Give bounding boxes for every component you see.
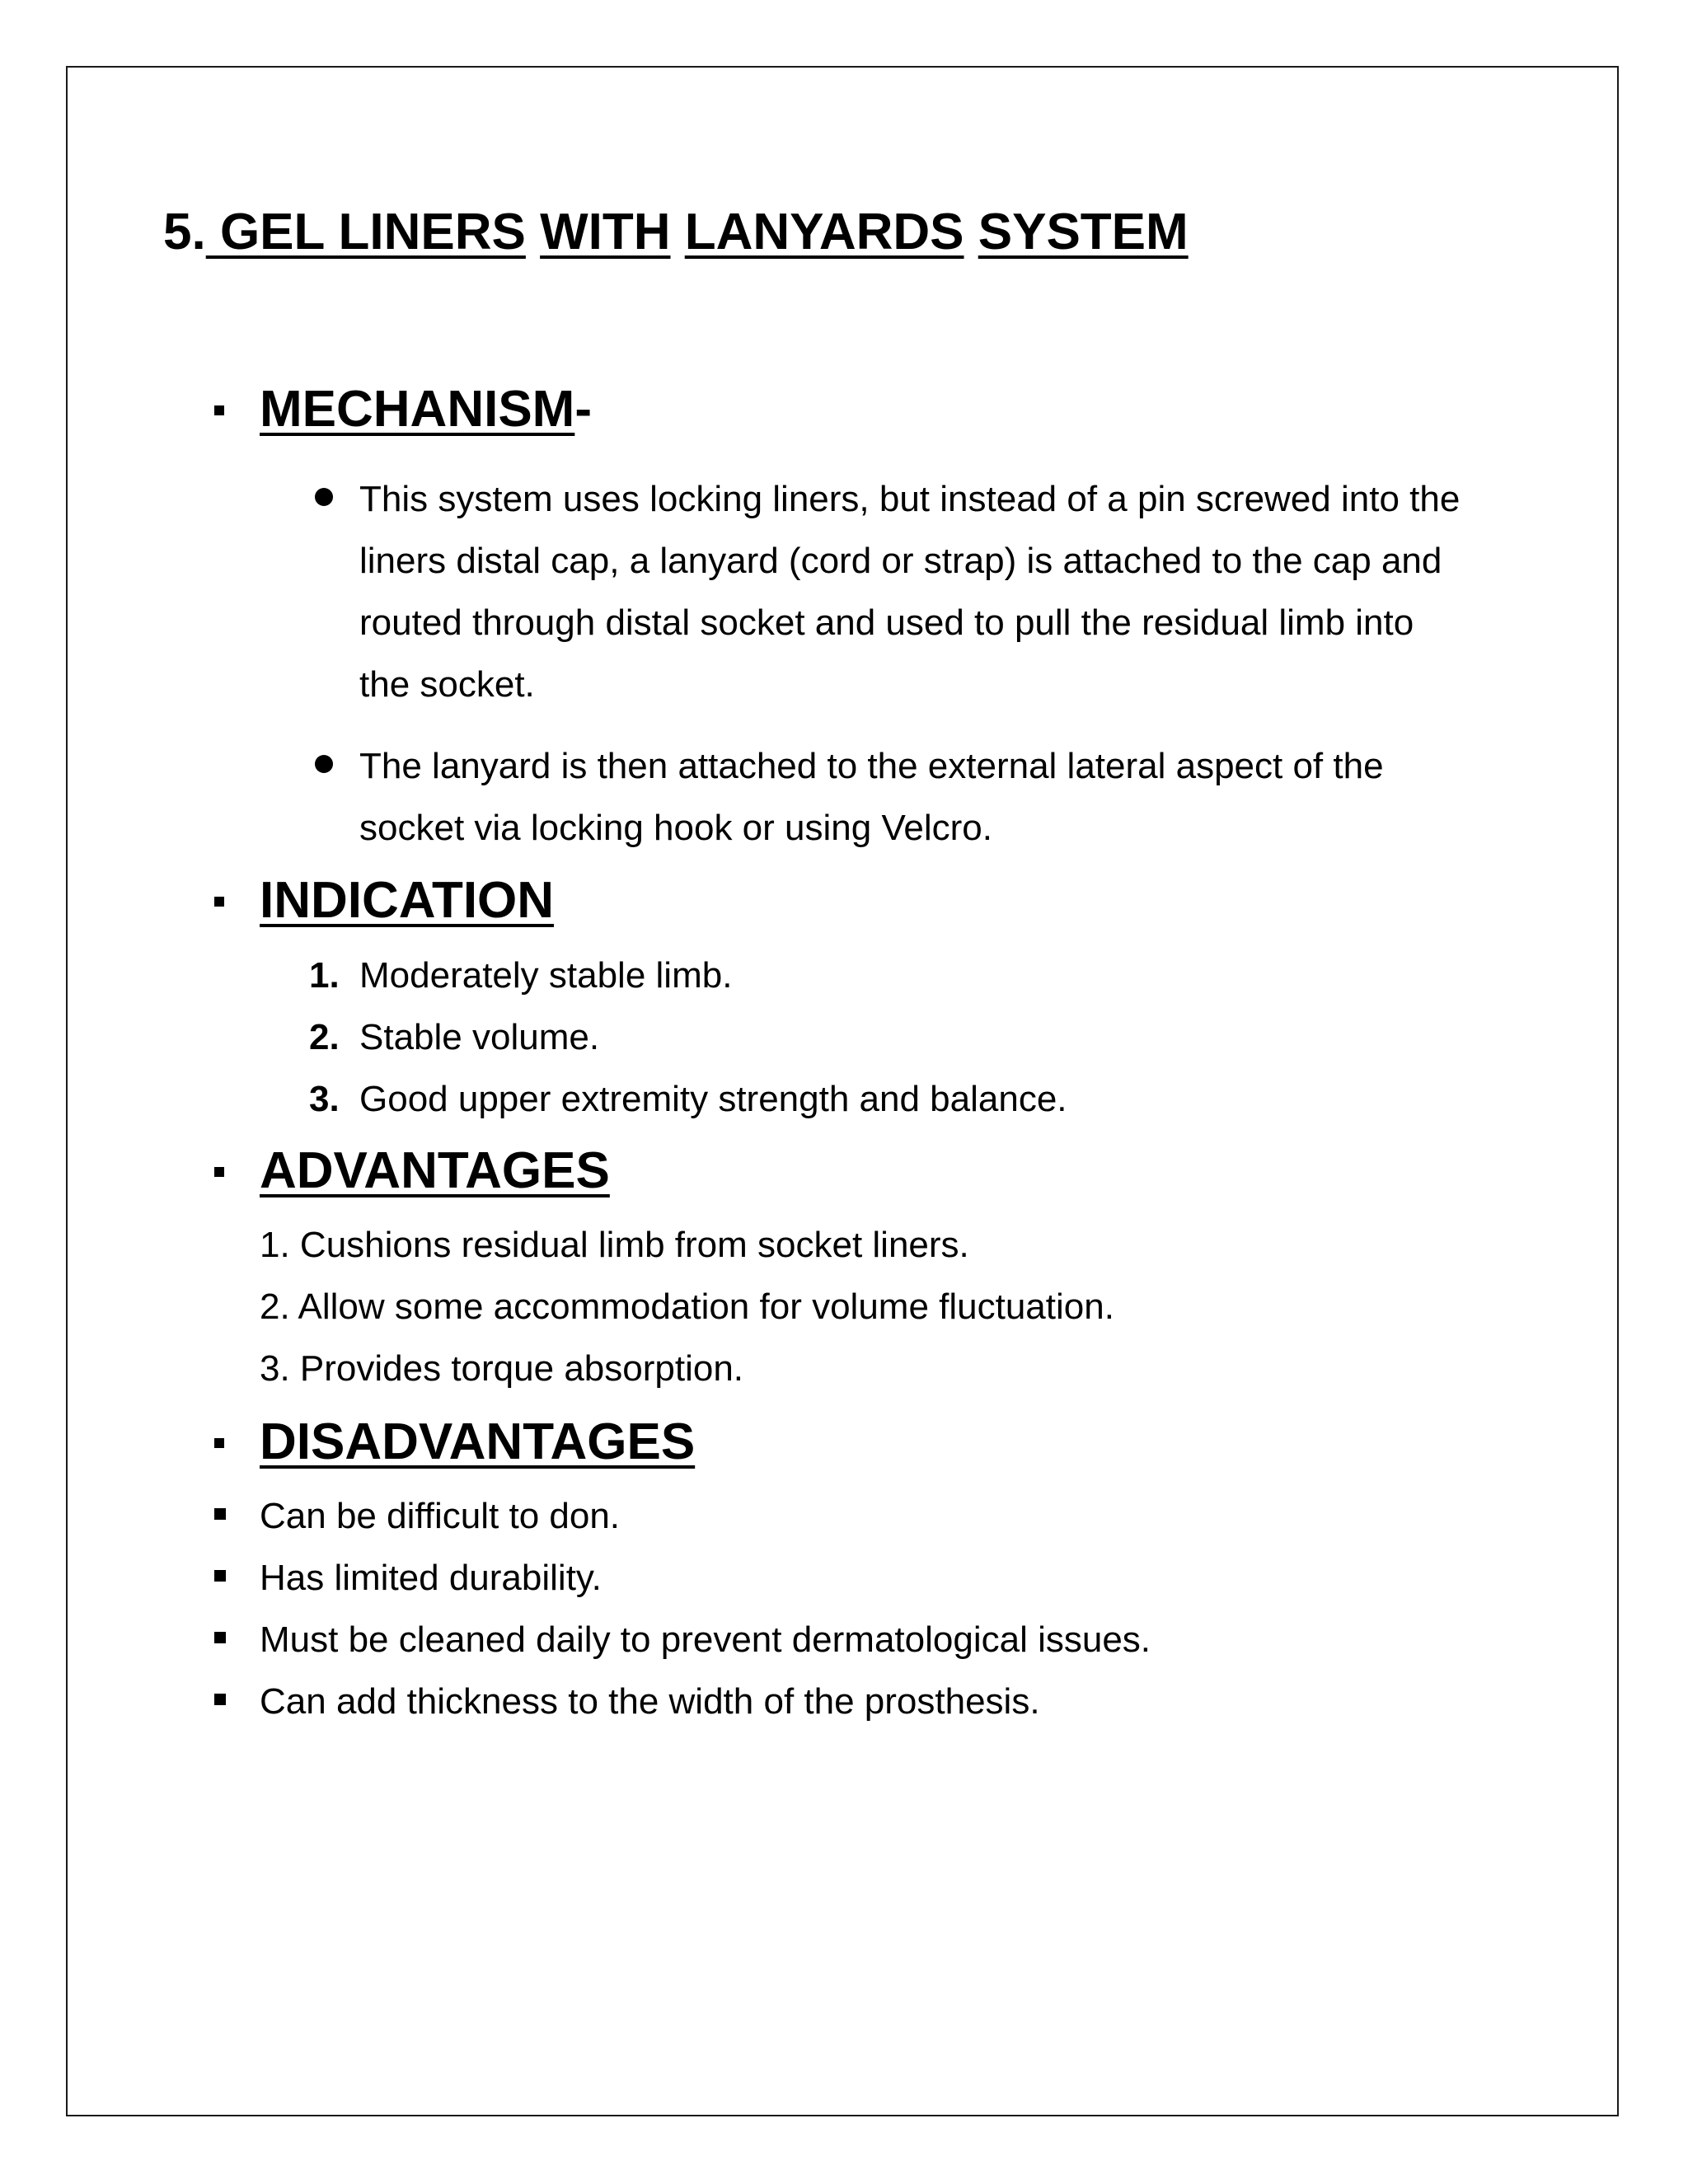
title-word-4: SYSTEM: [978, 204, 1189, 260]
indication-item-3-number: 3.: [309, 1079, 340, 1119]
indication-item-2-text: Stable volume.: [359, 1017, 600, 1057]
mechanism-point-1-line-3: routed through distal socket and used to pull the residual limb into: [359, 602, 1414, 643]
section-bullet-icon: [214, 1167, 224, 1177]
indication-item-1-number: 1.: [309, 955, 340, 996]
title-word-3: LANYARDS: [684, 204, 964, 260]
indication-heading: INDICATION: [260, 872, 555, 929]
square-bullet-icon: [214, 1632, 226, 1643]
advantages-item-2: 2. Allow some accommodation for volume fluctuation.: [260, 1286, 1114, 1327]
advantages-item-3: 3. Provides torque absorption.: [260, 1348, 744, 1389]
title-word-2: WITH: [540, 204, 671, 260]
advantages-item-1: 1. Cushions residual limb from socket liners.: [260, 1225, 969, 1265]
mechanism-point-2-line-1: The lanyard is then attached to the external lateral aspect of the: [359, 746, 1384, 786]
square-bullet-icon: [214, 1694, 226, 1705]
mechanism-point-1-line-1: This system uses locking liners, but instead of a pin screwed into the: [359, 479, 1461, 519]
mechanism-heading: MECHANISM-: [260, 381, 592, 438]
mechanism-point-2-line-2: socket via locking hook or using Velcro.: [359, 808, 992, 848]
section-bullet-icon: [214, 405, 224, 415]
disadvantages-item-1: Can be difficult to don.: [260, 1496, 621, 1536]
indication-item-1-text: Moderately stable limb.: [359, 955, 733, 996]
bullet-dot-icon: [315, 755, 333, 773]
title-word-1: GEL LINERS: [219, 204, 526, 260]
square-bullet-icon: [214, 1570, 226, 1582]
disadvantages-heading: DISADVANTAGES: [260, 1413, 696, 1470]
bullet-dot-icon: [315, 488, 333, 506]
section-bullet-icon: [214, 1438, 224, 1448]
indication-item-3-text: Good upper extremity strength and balance.: [359, 1079, 1067, 1119]
square-bullet-icon: [214, 1508, 226, 1520]
advantages-heading: ADVANTAGES: [260, 1142, 610, 1199]
disadvantages-item-4: Can add thickness to the width of the prosthesis.: [260, 1681, 1040, 1722]
disadvantages-item-2: Has limited durability.: [260, 1558, 602, 1598]
disadvantages-item-3: Must be cleaned daily to prevent dermatological issues.: [260, 1619, 1151, 1660]
mechanism-point-1-line-2: liners distal cap, a lanyard (cord or strap) is attached to the cap and: [359, 541, 1442, 581]
indication-item-2-number: 2.: [309, 1017, 340, 1057]
title-number: 5.: [163, 204, 206, 260]
page-title: [163, 199, 1189, 265]
mechanism-point-1-line-4: the socket.: [359, 664, 535, 705]
section-bullet-icon: [214, 897, 224, 907]
